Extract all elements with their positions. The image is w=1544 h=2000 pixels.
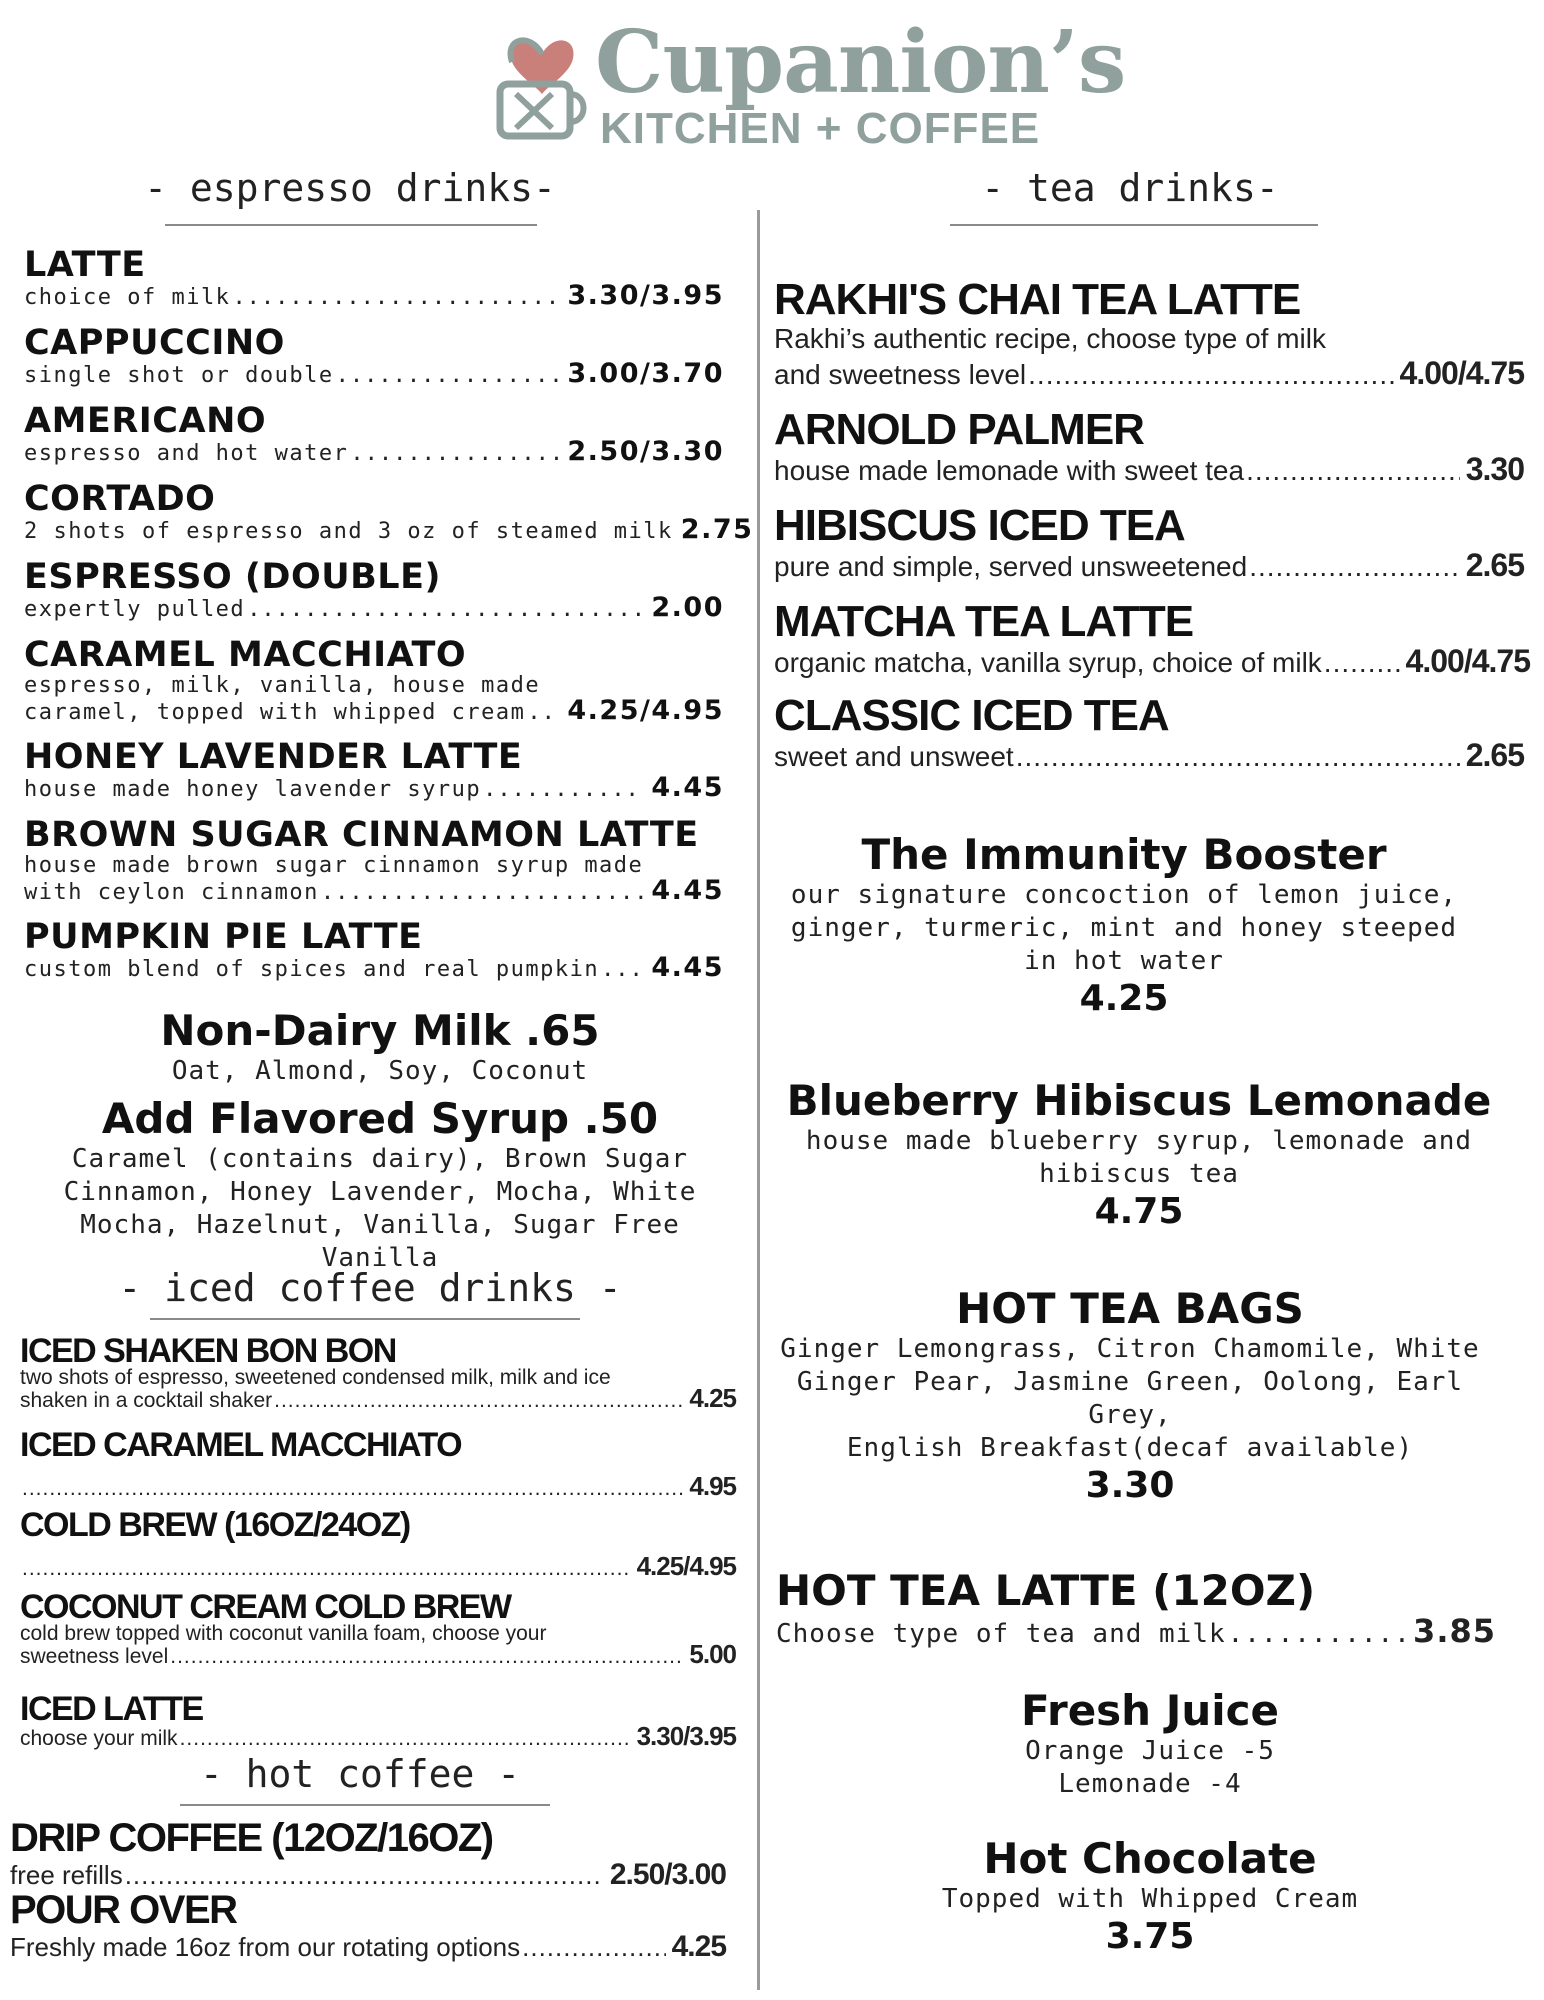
espresso-item <box>24 917 724 983</box>
hot-chocolate-desc: Topped with Whipped Cream <box>941 1884 1359 1914</box>
flavored-syrup-block <box>20 1094 740 1275</box>
item-name: ICED SHAKEN BON BON <box>20 1332 396 1370</box>
item-price: 2.50/3.00 <box>609 1858 726 1891</box>
iced-item <box>20 1334 736 1411</box>
tea-item <box>774 597 1530 680</box>
item-price: 4.25 <box>689 1383 736 1413</box>
espresso-header-underline <box>165 224 537 226</box>
blueberry-lemonade-title: Blueberry Hibiscus Lemonade <box>786 1076 1492 1125</box>
espresso-item <box>24 737 724 803</box>
immunity-booster-block <box>774 830 1474 1019</box>
item-price: 3.00/3.70 <box>567 358 724 389</box>
juice-option: Lemonade -4 <box>1058 1769 1242 1799</box>
item-name: ICED CARAMEL MACCHIATO <box>20 1426 462 1464</box>
item-price: 3.30 <box>1465 451 1524 487</box>
item-desc-line: 2 shots of espresso and 3 oz of steamed milk 2.75 <box>24 514 754 545</box>
hot-tea-bags-title: HOT TEA BAGS <box>956 1284 1304 1333</box>
item-desc-line <box>20 1471 736 1501</box>
item-desc-line: free refills ..... 2.50/3.00 <box>10 1858 726 1892</box>
item-price: 4.45 <box>651 772 724 803</box>
item-desc-line: espresso and hot water ..... 2.50/3.30 <box>24 439 724 466</box>
iced-item <box>20 1508 736 1579</box>
item-desc-line <box>20 1551 736 1581</box>
item-desc-line: caramel, topped with whipped cream ..... 4.25/4.95 <box>24 698 724 725</box>
column-divider <box>757 210 760 1990</box>
immunity-desc-line: ginger, turmeric, mint and honey steeped <box>790 913 1458 943</box>
item-name: CAPPUCCINO <box>24 323 285 363</box>
item-desc-line: sweet and unsweet ..... 2.65 <box>774 738 1524 774</box>
cup-heart-icon <box>490 24 590 144</box>
syrup-options-line: Cinnamon, Honey Lavender, Mocha, White <box>63 1177 697 1207</box>
iced-header-underline <box>150 1318 580 1320</box>
immunity-desc-line: our signature concoction of lemon juice, <box>790 880 1458 910</box>
espresso-item <box>24 557 724 623</box>
brand-name: Cupanion’s <box>595 12 1126 113</box>
item-desc-line: espresso, milk, vanilla, house made <box>24 673 541 698</box>
hot-coffee-item <box>10 1890 726 1964</box>
item-desc-line: Rakhi’s authentic recipe, choose type of milk <box>774 323 1326 354</box>
espresso-item <box>24 323 724 389</box>
item-desc-line: organic matcha, vanilla syrup, choice of milk ..... 4.00/4.75 <box>774 644 1530 680</box>
immunity-booster-title: The Immunity Booster <box>861 830 1387 879</box>
espresso-item <box>24 635 724 726</box>
espresso-item <box>24 479 754 545</box>
item-price: 4.25 <box>671 1930 726 1963</box>
tea-item <box>774 275 1524 392</box>
item-name: PUMPKIN PIE LATTE <box>24 917 423 957</box>
item-name: LATTE <box>24 245 146 285</box>
hot-chocolate-title: Hot Chocolate <box>983 1834 1317 1883</box>
item-price: 3.30/3.95 <box>636 1721 736 1751</box>
item-price: 4.45 <box>651 952 724 983</box>
iced-coffee-section-title: - iced coffee drinks - <box>118 1266 622 1310</box>
espresso-section-title: - espresso drinks- <box>144 166 556 210</box>
item-desc-line: single shot or double ..... 3.00/3.70 <box>24 361 724 388</box>
item-price: 2.65 <box>1465 547 1524 583</box>
item-name: ICED LATTE <box>20 1690 203 1728</box>
item-desc-line: custom blend of spices and real pumpkin ..... 4.45 <box>24 955 724 982</box>
iced-item <box>20 1428 736 1499</box>
item-desc-line: shaken in a cocktail shaker ..... 4.25 <box>20 1388 736 1411</box>
espresso-item <box>24 245 724 311</box>
item-desc-line: sweetness level ..... 5.00 <box>20 1644 736 1667</box>
immunity-price: 4.25 <box>1079 978 1169 1019</box>
non-dairy-milk-title: Non-Dairy Milk .65 <box>160 1006 600 1055</box>
item-name: AMERICANO <box>24 401 267 441</box>
item-name: MATCHA TEA LATTE <box>774 597 1194 646</box>
tea-item <box>774 501 1524 584</box>
tea-item <box>774 691 1524 774</box>
item-name: POUR OVER <box>10 1888 237 1932</box>
tea-header-underline <box>950 224 1318 226</box>
item-name: COCONUT CREAM COLD BREW <box>20 1588 511 1626</box>
non-dairy-milk-options: Oat, Almond, Soy, Coconut <box>171 1056 589 1086</box>
item-name: RAKHI'S CHAI TEA LATTE <box>774 275 1301 324</box>
item-price: 4.00/4.75 <box>1399 355 1524 391</box>
hot-coffee-section-title: - hot coffee - <box>199 1752 521 1796</box>
item-name: CARAMEL MACCHIATO <box>24 635 467 675</box>
hot-header-underline <box>180 1804 550 1806</box>
fresh-juice-title: Fresh Juice <box>1020 1686 1280 1735</box>
item-desc-line: expertly pulled ..... 2.00 <box>24 595 724 622</box>
item-desc-line: Freshly made 16oz from our rotating options ..... 4.25 <box>10 1930 726 1964</box>
item-name: CLASSIC ICED TEA <box>774 691 1169 740</box>
item-desc-line: choose your milk ..... 3.30/3.95 <box>20 1726 736 1749</box>
item-desc-line: pure and simple, served unsweetened ..... 2.65 <box>774 548 1524 584</box>
hot-chocolate-block <box>800 1834 1500 1957</box>
iced-item <box>20 1692 736 1749</box>
brand-subtitle: KITCHEN + COFFEE <box>600 104 1041 153</box>
item-price: 4.25/4.95 <box>636 1551 736 1581</box>
item-desc-line: Choose type of tea and milk ..... 3.85 <box>776 1615 1496 1651</box>
espresso-item <box>24 815 724 906</box>
item-name: BROWN SUGAR CINNAMON LATTE <box>24 815 699 855</box>
item-name: HOT TEA LATTE (12OZ) <box>776 1566 1316 1615</box>
item-price: 2.50/3.30 <box>567 436 724 467</box>
item-desc-line: two shots of espresso, sweetened condensed milk, milk and ice <box>20 1366 611 1389</box>
flavored-syrup-title: Add Flavored Syrup .50 <box>101 1094 659 1143</box>
iced-item <box>20 1590 736 1667</box>
hot-tea-bags-price: 3.30 <box>1085 1465 1175 1506</box>
item-name: CORTADO <box>24 479 216 519</box>
item-desc-line: house made honey lavender syrup ..... 4.45 <box>24 775 724 802</box>
immunity-desc-line: in hot water <box>1024 946 1224 976</box>
item-desc-line: and sweetness level ..... 4.00/4.75 <box>774 356 1524 392</box>
blueberry-desc-line: hibiscus tea <box>1039 1159 1239 1189</box>
logo <box>490 12 1126 153</box>
item-desc-line: cold brew topped with coconut vanilla foam, choose your <box>20 1622 547 1645</box>
item-name: HONEY LAVENDER LATTE <box>24 737 523 777</box>
fresh-juice-block <box>800 1686 1500 1801</box>
item-desc-line: house made lemonade with sweet tea ..... 3.30 <box>774 452 1524 488</box>
juice-option: Orange Juice -5 <box>1025 1736 1275 1766</box>
item-price: 4.25/4.95 <box>567 695 724 726</box>
syrup-options-line: Caramel (contains dairy), Brown Sugar <box>71 1144 689 1174</box>
item-price: 2.00 <box>651 592 724 623</box>
item-price: 2.65 <box>1465 737 1524 773</box>
item-desc-line: house made brown sugar cinnamon syrup made <box>24 853 644 878</box>
hot-tea-bags-desc-line: Ginger Pear, Jasmine Green, Oolong, Earl Grey, <box>796 1367 1464 1430</box>
item-price: 4.45 <box>651 875 724 906</box>
item-name: ESPRESSO (DOUBLE) <box>24 557 442 597</box>
item-name: HIBISCUS ICED TEA <box>774 501 1185 550</box>
item-price: 4.95 <box>689 1471 736 1501</box>
item-price: 3.85 <box>1413 1612 1496 1650</box>
item-price: 2.75 <box>680 514 754 545</box>
tea-item <box>774 405 1524 488</box>
item-name: DRIP COFFEE (12OZ/16OZ) <box>10 1816 493 1860</box>
hot-tea-bags-desc-line: Ginger Lemongrass, Citron Chamomile, White <box>780 1334 1480 1364</box>
hot-coffee-item <box>10 1818 726 1892</box>
espresso-item <box>24 401 724 467</box>
blueberry-desc-line: house made blueberry syrup, lemonade and <box>805 1126 1473 1156</box>
blueberry-price: 4.75 <box>1094 1191 1184 1232</box>
tea-section-title: - tea drinks- <box>981 166 1279 210</box>
item-name: COLD BREW (16OZ/24OZ) <box>20 1506 410 1544</box>
hot-chocolate-price: 3.75 <box>1105 1916 1195 1957</box>
item-price: 5.00 <box>689 1639 736 1669</box>
hot-tea-latte-item <box>776 1566 1496 1651</box>
item-desc-line: with ceylon cinnamon ..... 4.45 <box>24 878 724 905</box>
syrup-options-line: Mocha, Hazelnut, Vanilla, Sugar Free Vanilla <box>80 1210 680 1273</box>
item-name: ARNOLD PALMER <box>774 405 1144 454</box>
item-price: 3.30/3.95 <box>567 280 724 311</box>
non-dairy-milk-block <box>30 1006 730 1088</box>
hot-tea-bags-desc-line: English Breakfast(decaf available) <box>846 1433 1414 1463</box>
item-price: 4.00/4.75 <box>1405 643 1530 679</box>
hot-tea-bags-block <box>770 1284 1490 1506</box>
item-desc-line: choice of milk ..... 3.30/3.95 <box>24 283 724 310</box>
blueberry-lemonade-block <box>774 1076 1504 1232</box>
